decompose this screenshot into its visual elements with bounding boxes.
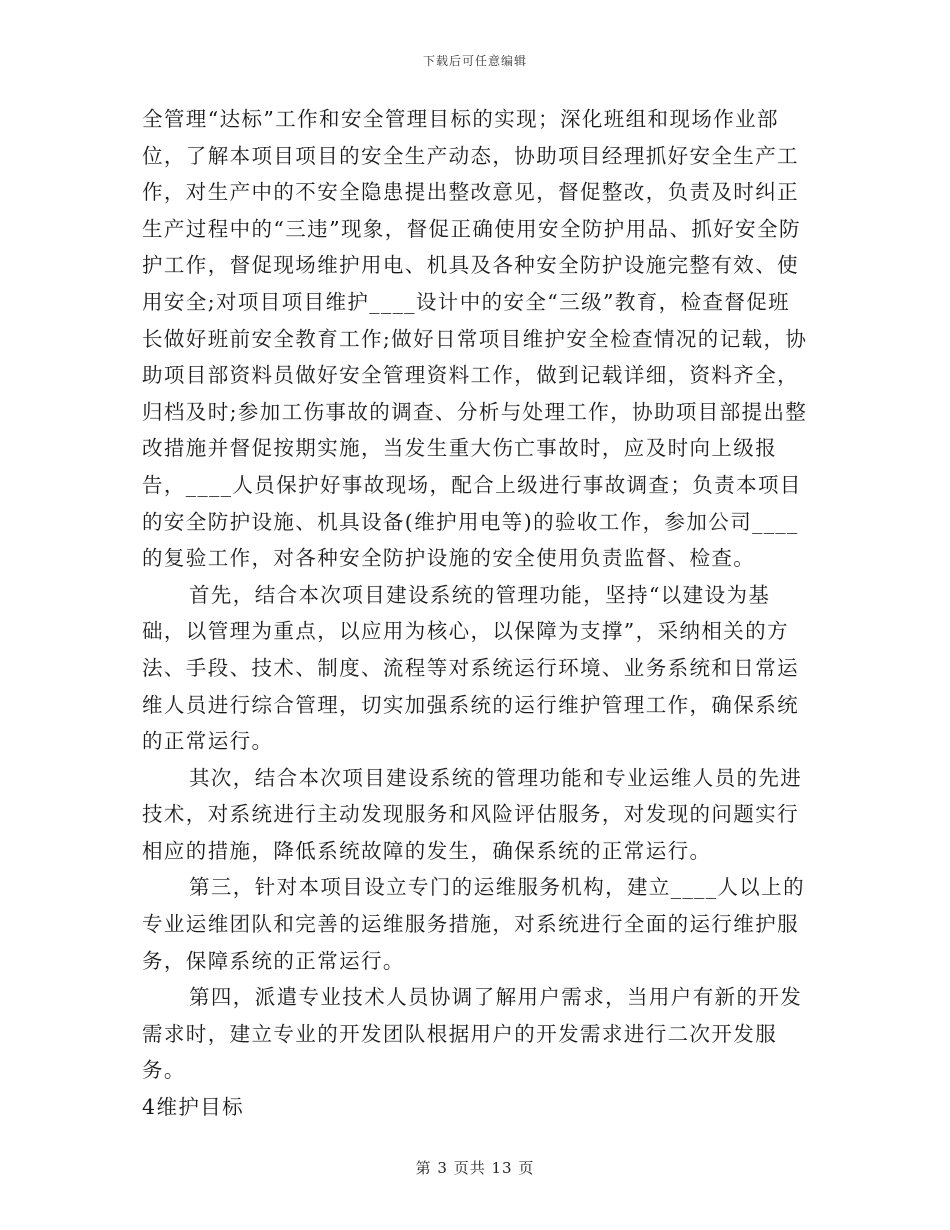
- paragraph-first: 首先，结合本次项目建设系统的管理功能，坚持“以建设为基础，以管理为重点，以应用为核心，以保障为支撑”，采纳相关的方法、手段、技术、制度、流程等对系统运行环境、业务系统和日常运维人员进行综合管理，切实加强系统的运行维护管理工作，确保系统的正常运行。: [142, 582, 799, 754]
- paragraph-continuation: 全管理“达标”工作和安全管理目标的实现；深化班组和现场作业部位，了解本项目项目的安全生产动态，协助项目经理抓好安全生产工作，对生产中的不安全隐患提出整改意见，督促整改，负责及时纠正生产过程中的“三违”现象，督促正确使用安全防护用品、抓好安全防护工作，督促现场维护用电、机具及各种安全防护设施完整有效、使用安全;对项目项目维护____设计中的安全“三级”教育，检查督促班长做好班前安全教育工作;做好日常项目维护安全检查情况的记载，协助项目部资料员做好安全管理资料工作，做到记载详细，资料齐全，归档及时;参加工伤事故的调查、分析与处理工作，协助项目部提出整改措施并督促按期实施，当发生重大伤亡事故时，应及时向上级报告，____人员保护好事故现场，配合上级进行事故调查；负责本项目的安全防护设施、机具设备(维护用电等)的验收工作，参加公司____的复验工作，对各种安全防护设施的安全使用负责监督、检查。: [142, 107, 808, 571]
- section-heading: 4维护目标: [142, 1095, 245, 1120]
- document-body: [142, 101, 808, 1126]
- page-number: 第 3 页共 13 页: [415, 1159, 535, 1177]
- page-header: 下载后可任意编辑: [422, 54, 527, 68]
- paragraph-third: 第三，针对本项目设立专门的运维服务机构，建立____人以上的专业运维团队和完善的运维服务措施，对系统进行全面的运行维护服务，保障系统的正常运行。: [142, 875, 805, 973]
- paragraph-fourth: 第四，派遣专业技术人员协调了解用户需求，当用户有新的开发需求时，建立专业的开发团队根据用户的开发需求进行二次开发服务。: [142, 985, 803, 1083]
- paragraph-second: 其次，结合本次项目建设系统的管理功能和专业运维人员的先进技术，对系统进行主动发现服务和风险评估服务，对发现的问题实行相应的措施，降低系统故障的发生，确保系统的正常运行。: [142, 765, 803, 863]
